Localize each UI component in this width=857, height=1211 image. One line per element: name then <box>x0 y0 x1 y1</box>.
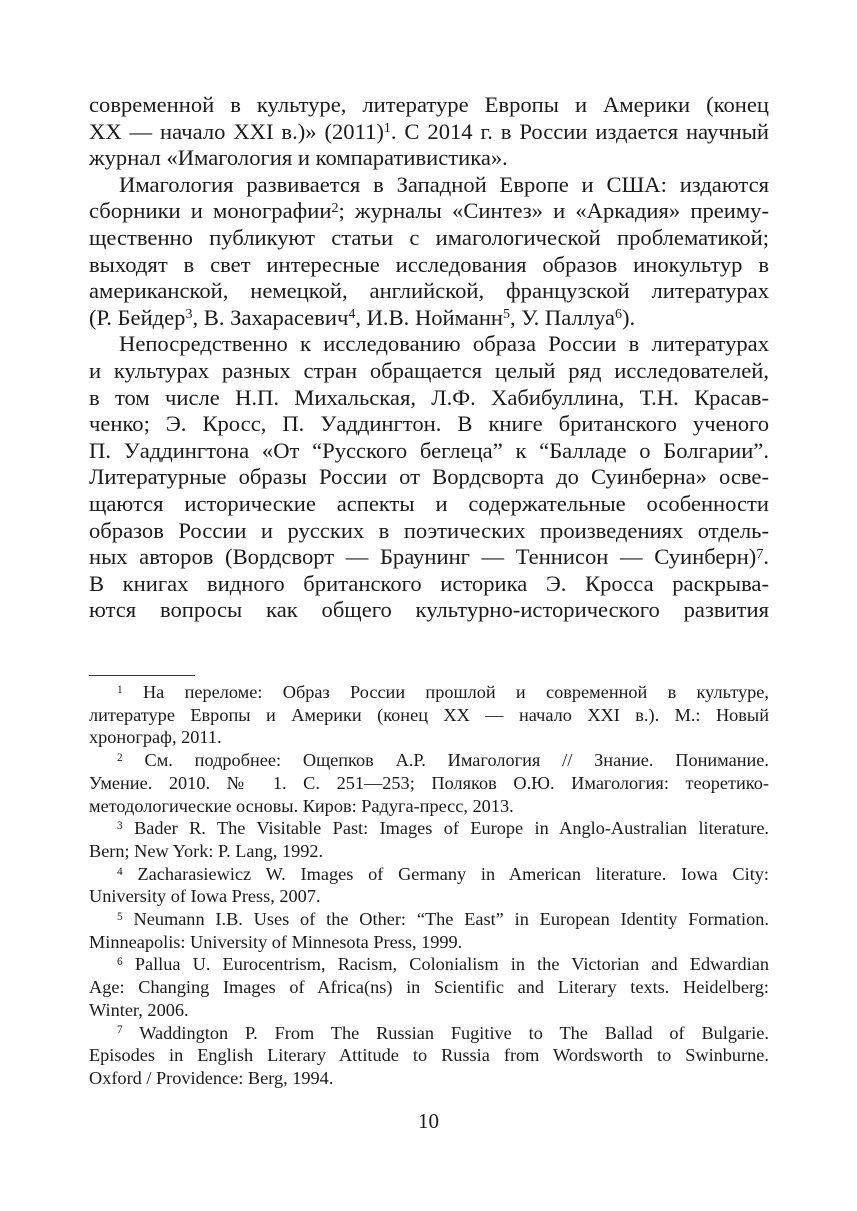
text-line: ются вопросы как общего культурно-исторического развития <box>89 597 769 623</box>
footnote-4 <box>89 863 769 908</box>
text-line: современной в культуре, литературе Европы и Америки (конец <box>89 92 769 117</box>
footnote-number: 7 <box>117 1024 123 1037</box>
footnote-ref[interactable]: 7 <box>756 546 764 562</box>
footnote-line: Oxford / Providence: Berg, 1994. <box>89 1067 334 1088</box>
footnote-line: методологические основы. Киров: Радуга-пресс, 2013. <box>89 795 514 816</box>
text-line: Литературные образы России от Вордсворта до Суинберна» осве- <box>89 464 769 490</box>
text-line: XX — начало XXI в.)» $(2011)^1$. С 2014 г. в России издается научный <box>89 118 769 144</box>
page-body <box>89 92 769 624</box>
footnote-line: Minneapolis: University of Minnesota Press, 1999. <box>89 931 463 952</box>
text-line: Имагология развивается в Западной Европе и США: издаются <box>119 171 769 197</box>
text-line: выходят в свет интересные исследования образов инокультур в <box>89 251 769 277</box>
footnote-2 <box>89 749 769 817</box>
footnote-line: University of Iowa Press, 2007. <box>89 886 321 907</box>
footnote-1 <box>89 681 769 749</box>
footnote-ref[interactable]: 6 <box>615 307 623 323</box>
paragraph-2 <box>89 172 769 332</box>
footnote-ref[interactable]: 1 <box>383 121 391 137</box>
footnote-ref[interactable]: 3 <box>185 307 193 323</box>
footnote-number: 4 <box>117 865 123 878</box>
text-line: Непосредственно к исследованию образа России в литературах <box>119 331 769 357</box>
text-line: журнал «Имагология и компаративистика». <box>89 145 508 171</box>
footnote-line: $^1$ На переломе: Образ России прошлой и современной в культуре, <box>117 682 769 702</box>
footnote-line: $^2$ См. подробнее: Ощепков А.Р. Имагология // Знание. Понимание. <box>117 750 769 771</box>
footnote-line: Умение. 2010. № 1. С. 251—253; Поляков О.Ю. Имагология: теоретико- <box>89 772 769 793</box>
footnotes <box>89 681 769 1090</box>
footnote-number: 2 <box>117 752 123 765</box>
footnote-line: $^7$ Waddington P. From The Russian Fugitive to The Ballad of Bulgarie. <box>117 1022 769 1043</box>
text-line: ных авторов (Вордсворт — Браунинг — Теннисон — Суинберн)$^7$. <box>89 544 769 570</box>
footnote-3 <box>89 817 769 862</box>
footnote-line: $^5$ Neumann I.B. Uses of the Other: “The East” in European Identity Formation. <box>117 909 769 930</box>
footnote-7 <box>89 1022 769 1090</box>
footnote-6 <box>89 953 769 1021</box>
text-line: щаются исторические аспекты и содержательные особенности <box>89 490 769 516</box>
footnote-line: Episodes in English Literary Attitude to Russia from Wordsworth to Swinburne. <box>89 1045 769 1066</box>
text-line: ченко; Э. Кросс, П. Уаддингтон. В книге британского ученого <box>89 411 769 437</box>
paragraph-3 <box>89 331 769 624</box>
footnote-ref[interactable]: 4 <box>348 307 356 323</box>
footnote-line: хронограф, 2011. <box>89 727 222 748</box>
footnote-ref[interactable]: 2 <box>331 201 339 217</box>
text-line: образов России и русских в поэтических произведениях отдель- <box>89 517 769 543</box>
page-number: 10 <box>418 1109 439 1133</box>
text-line: (Р. Бейдер$^3$, В. Захарасевич$^4$, И.В. Нойманн$^5$, У. Паллуа$^6$). <box>89 304 636 330</box>
footnote-line: $^4$ Zacharasiewicz W. Images of Germany in American literature. Iowa City: <box>117 863 769 884</box>
text-line: сборники и монографии$^2$; журналы «Синтез» и «Аркадия» преиму- <box>89 198 769 224</box>
footnote-line: $^3$ Bader R. The Visitable Past: Images of Europe in Anglo-Australian literature. <box>117 818 770 839</box>
footnote-line: Bern; New York: P. Lang, 1992. <box>89 840 324 861</box>
text-line: щественно публикуют статьи с имагологической проблематикой; <box>89 224 769 250</box>
footnote-divider <box>89 675 195 676</box>
paragraph-1 <box>89 92 769 172</box>
footnote-line: литературе Европы и Америки (конец XX — начало XXI в.). М.: Новый <box>89 704 769 725</box>
main-text <box>89 92 769 624</box>
footnote-5 <box>89 908 769 953</box>
footnote-line: Age: Changing Images of Africa(ns) in Scientific and Literary texts. Heidelberg: <box>89 977 769 998</box>
footnote-line: $^6$ Pallua U. Eurocentrism, Racism, Colonialism in the Victorian and Edwardian <box>117 954 770 975</box>
footnote-number: 3 <box>117 820 123 833</box>
footnote-number: 5 <box>117 910 123 923</box>
footnote-ref[interactable]: 5 <box>503 307 510 323</box>
text-line: П. Уаддингтона «От “Русского беглеца” к “Балладе о Болгарии”. <box>89 437 769 463</box>
text-line: В книгах видного британского историка Э. Кросса раскрыва- <box>89 570 769 596</box>
footnote-line: Winter, 2006. <box>89 999 189 1020</box>
text-line: в том числе Н.П. Михальская, Л.Ф. Хабибуллина, Т.Н. Красав- <box>89 384 769 410</box>
text-line: и культурах разных стран обращается целый ряд исследователей, <box>89 357 769 383</box>
footnote-number: 6 <box>117 956 123 969</box>
footnote-number: 1 <box>117 683 123 696</box>
text-line: американской, немецкой, английской, французской литературах <box>89 278 769 304</box>
